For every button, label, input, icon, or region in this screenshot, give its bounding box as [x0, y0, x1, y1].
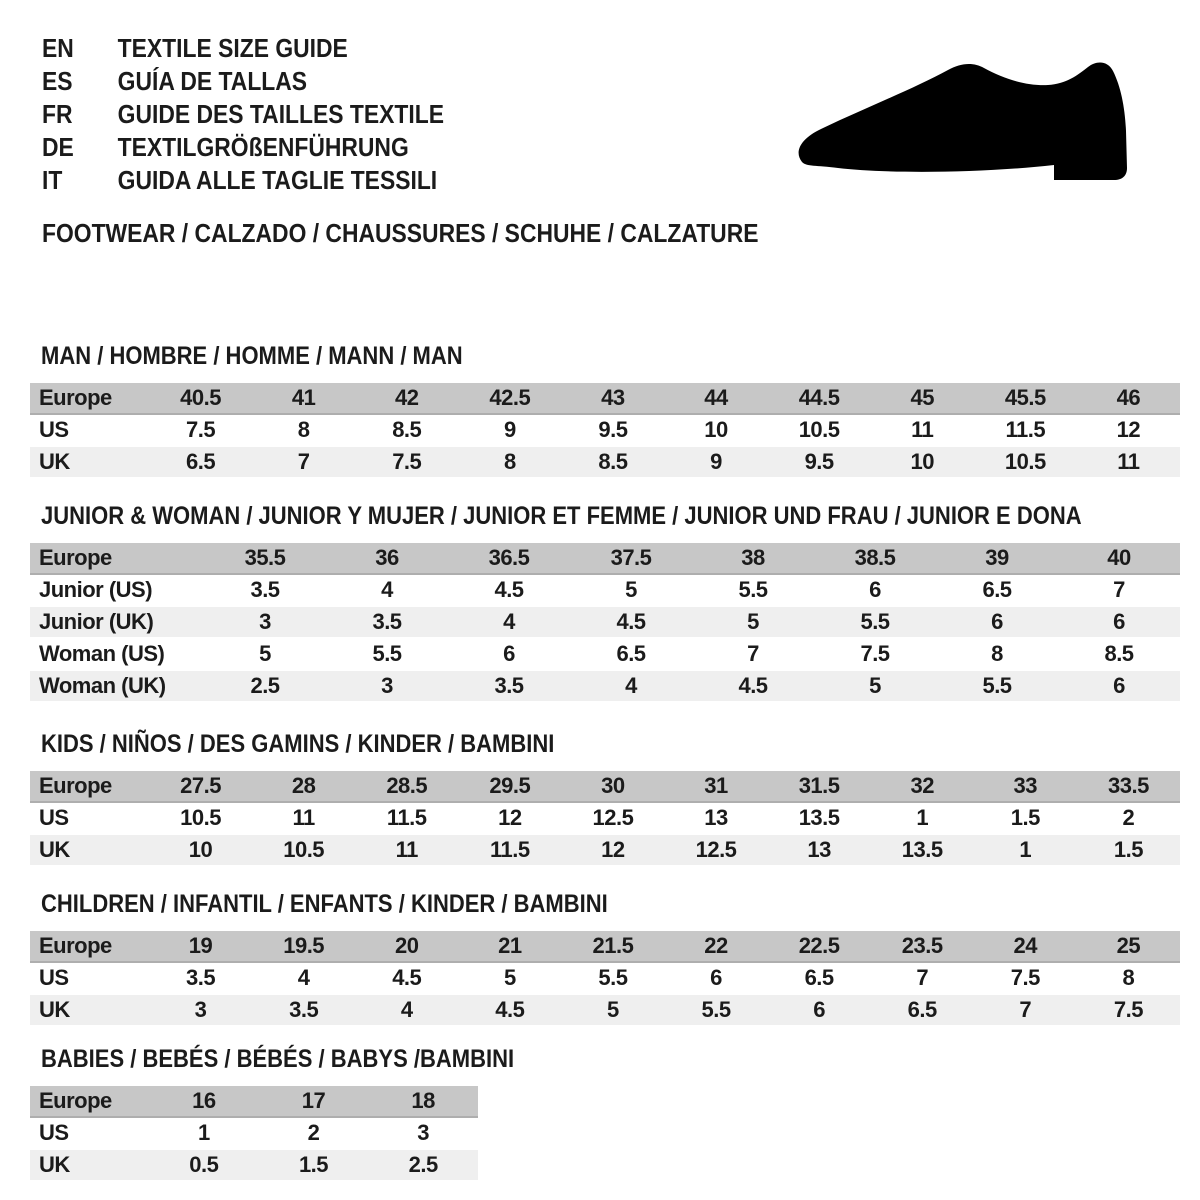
size-value: 18 [368, 1086, 478, 1118]
size-value: 8.5 [355, 415, 458, 447]
size-value: 6 [1058, 607, 1180, 639]
size-value: 21 [458, 931, 561, 963]
size-value: 9 [664, 447, 767, 479]
size-value: 25 [1077, 931, 1180, 963]
size-value: 9 [458, 415, 561, 447]
size-table-body [30, 931, 1180, 1027]
size-value: 12.5 [664, 835, 767, 867]
size-value: 3 [326, 671, 448, 703]
size-value: 7.5 [149, 415, 252, 447]
size-value: 38.5 [814, 543, 936, 575]
size-value: 10.5 [149, 803, 252, 835]
row-label: UK [30, 835, 149, 867]
size-value: 7.5 [355, 447, 458, 479]
row-label: US [30, 803, 149, 835]
size-value: 45.5 [974, 383, 1077, 415]
row-label: Woman (US) [30, 639, 204, 671]
size-value: 5.5 [664, 995, 767, 1027]
size-value: 44.5 [768, 383, 871, 415]
size-value: 1.5 [974, 803, 1077, 835]
size-value: 10 [149, 835, 252, 867]
size-value: 32 [871, 771, 974, 803]
size-value: 6.5 [871, 995, 974, 1027]
size-value: 28 [252, 771, 355, 803]
size-table-row [30, 963, 1180, 995]
size-table-row [30, 1150, 478, 1182]
size-table-row [30, 835, 1180, 867]
size-value: 3.5 [326, 607, 448, 639]
size-value: 13.5 [871, 835, 974, 867]
size-value: 28.5 [355, 771, 458, 803]
size-value: 8 [936, 639, 1058, 671]
size-value: 4.5 [355, 963, 458, 995]
size-table-row [30, 639, 1180, 671]
size-value: 9.5 [561, 415, 664, 447]
language-title: GUIDE DES TAILLES TEXTILE [117, 99, 444, 129]
size-value: 12 [458, 803, 561, 835]
category-line: FOOTWEAR / CALZADO / CHAUSSURES / SCHUHE / CALZATURE [42, 218, 759, 248]
size-value: 36.5 [448, 543, 570, 575]
size-value: 41 [252, 383, 355, 415]
size-value: 5 [692, 607, 814, 639]
size-value: 6.5 [570, 639, 692, 671]
size-table-section [30, 342, 1180, 479]
size-value: 39 [936, 543, 1058, 575]
size-value: 11 [871, 415, 974, 447]
size-table-row [30, 447, 1180, 479]
size-table [30, 931, 1180, 1027]
size-table-section [30, 1045, 1180, 1182]
size-value: 5.5 [692, 575, 814, 607]
size-value: 45 [871, 383, 974, 415]
size-value: 19.5 [252, 931, 355, 963]
size-value: 6.5 [768, 963, 871, 995]
size-value: 3.5 [149, 963, 252, 995]
row-label: Europe [30, 771, 149, 803]
size-value: 5 [570, 575, 692, 607]
row-label: Europe [30, 543, 204, 575]
size-value: 46 [1077, 383, 1180, 415]
size-value: 4.5 [458, 995, 561, 1027]
size-table-row [30, 771, 1180, 803]
language-title: TEXTILGRÖßENFÜHRUNG [117, 132, 409, 162]
size-value: 6.5 [149, 447, 252, 479]
size-value: 4.5 [448, 575, 570, 607]
size-value: 7 [1058, 575, 1180, 607]
size-value: 10.5 [768, 415, 871, 447]
size-value: 30 [561, 771, 664, 803]
size-value: 22 [664, 931, 767, 963]
size-value: 4.5 [692, 671, 814, 703]
size-table-body [30, 383, 1180, 479]
size-value: 5 [204, 639, 326, 671]
size-value: 12 [561, 835, 664, 867]
size-value: 8.5 [561, 447, 664, 479]
size-value: 7.5 [1077, 995, 1180, 1027]
size-value: 8 [458, 447, 561, 479]
size-value: 38 [692, 543, 814, 575]
size-value: 44 [664, 383, 767, 415]
size-value: 22.5 [768, 931, 871, 963]
size-value: 10 [664, 415, 767, 447]
size-value: 7.5 [974, 963, 1077, 995]
size-table-title: MAN / HOMBRE / HOMME / MANN / MAN [41, 342, 463, 370]
size-value: 11 [355, 835, 458, 867]
size-table-row [30, 671, 1180, 703]
size-value: 5 [458, 963, 561, 995]
language-title: GUIDA ALLE TAGLIE TESSILI [117, 165, 438, 195]
size-value: 1.5 [259, 1150, 369, 1182]
size-value: 24 [974, 931, 1077, 963]
size-value: 3.5 [252, 995, 355, 1027]
size-value: 40.5 [149, 383, 252, 415]
size-value: 9.5 [768, 447, 871, 479]
size-value: 11 [1077, 447, 1180, 479]
size-value: 8.5 [1058, 639, 1180, 671]
size-value: 27.5 [149, 771, 252, 803]
size-value: 3 [204, 607, 326, 639]
row-label: UK [30, 447, 149, 479]
size-value: 7 [692, 639, 814, 671]
row-label: Europe [30, 931, 149, 963]
size-table [30, 1086, 478, 1182]
size-value: 6 [814, 575, 936, 607]
size-value: 13 [664, 803, 767, 835]
row-label: US [30, 963, 149, 995]
language-title: TEXTILE SIZE GUIDE [117, 33, 348, 63]
language-code: DE [42, 132, 74, 162]
size-value: 1 [974, 835, 1077, 867]
size-value: 12 [1077, 415, 1180, 447]
row-label: US [30, 1118, 149, 1150]
size-value: 10.5 [252, 835, 355, 867]
size-value: 31 [664, 771, 767, 803]
row-label: UK [30, 1150, 149, 1182]
size-value: 4 [252, 963, 355, 995]
size-value: 16 [149, 1086, 259, 1118]
size-value: 13.5 [768, 803, 871, 835]
size-value: 4.5 [570, 607, 692, 639]
size-value: 5.5 [561, 963, 664, 995]
size-value: 1 [149, 1118, 259, 1150]
size-value: 3 [149, 995, 252, 1027]
row-label: US [30, 415, 149, 447]
size-value: 5 [561, 995, 664, 1027]
size-value: 2.5 [368, 1150, 478, 1182]
size-value: 11.5 [355, 803, 458, 835]
size-value: 29.5 [458, 771, 561, 803]
size-value: 2 [259, 1118, 369, 1150]
size-value: 13 [768, 835, 871, 867]
size-value: 42.5 [458, 383, 561, 415]
size-value: 6.5 [936, 575, 1058, 607]
row-label: Junior (US) [30, 575, 204, 607]
language-code: FR [42, 99, 73, 129]
size-value: 5.5 [936, 671, 1058, 703]
size-value: 2.5 [204, 671, 326, 703]
size-table-row [30, 415, 1180, 447]
size-value: 37.5 [570, 543, 692, 575]
size-table-title: KIDS / NIÑOS / DES GAMINS / KINDER / BAMBINI [41, 730, 555, 758]
language-code: ES [42, 66, 73, 96]
size-value: 40 [1058, 543, 1180, 575]
size-value: 42 [355, 383, 458, 415]
size-value: 43 [561, 383, 664, 415]
size-table-row [30, 1118, 478, 1150]
size-value: 7.5 [814, 639, 936, 671]
size-table-title: JUNIOR & WOMAN / JUNIOR Y MUJER / JUNIOR ET FEMME / JUNIOR UND FRAU / JUNIOR E DONA [41, 502, 1082, 530]
size-table-row [30, 803, 1180, 835]
size-value: 0.5 [149, 1150, 259, 1182]
row-label: Europe [30, 1086, 149, 1118]
size-value: 11.5 [974, 415, 1077, 447]
size-value: 17 [259, 1086, 369, 1118]
size-value: 2 [1077, 803, 1180, 835]
size-table-body [30, 543, 1180, 703]
row-label: UK [30, 995, 149, 1027]
size-value: 10 [871, 447, 974, 479]
size-table-row [30, 607, 1180, 639]
size-table [30, 771, 1180, 867]
size-value: 8 [1077, 963, 1180, 995]
size-value: 4 [355, 995, 458, 1027]
size-value: 33.5 [1077, 771, 1180, 803]
row-label: Woman (UK) [30, 671, 204, 703]
size-table-row [30, 543, 1180, 575]
language-code: EN [42, 33, 74, 63]
size-table-row [30, 931, 1180, 963]
language-code: IT [42, 165, 63, 195]
size-value: 31.5 [768, 771, 871, 803]
size-value: 5 [814, 671, 936, 703]
size-value: 5.5 [326, 639, 448, 671]
size-value: 8 [252, 415, 355, 447]
size-value: 6 [768, 995, 871, 1027]
size-value: 6 [448, 639, 570, 671]
size-value: 7 [252, 447, 355, 479]
size-value: 6 [1058, 671, 1180, 703]
size-table-section [30, 502, 1180, 703]
row-label: Junior (UK) [30, 607, 204, 639]
size-table-row [30, 383, 1180, 415]
size-value: 33 [974, 771, 1077, 803]
size-table-section [30, 730, 1180, 867]
size-value: 11 [252, 803, 355, 835]
size-value: 36 [326, 543, 448, 575]
size-table-title: CHILDREN / INFANTIL / ENFANTS / KINDER / BAMBINI [41, 890, 608, 918]
size-table-section [30, 890, 1180, 1027]
size-value: 3.5 [448, 671, 570, 703]
size-value: 23.5 [871, 931, 974, 963]
size-tables [30, 0, 1180, 1200]
size-value: 5.5 [814, 607, 936, 639]
row-label: Europe [30, 383, 149, 415]
size-value: 7 [871, 963, 974, 995]
size-table [30, 383, 1180, 479]
size-value: 19 [149, 931, 252, 963]
language-title: GUÍA DE TALLAS [117, 66, 308, 96]
size-value: 4 [570, 671, 692, 703]
size-value: 20 [355, 931, 458, 963]
size-table-body [30, 771, 1180, 867]
size-table-row [30, 1086, 478, 1118]
size-table-body [30, 1086, 478, 1182]
size-value: 3.5 [204, 575, 326, 607]
size-table-row [30, 995, 1180, 1027]
size-table [30, 543, 1180, 703]
size-value: 4 [326, 575, 448, 607]
size-value: 7 [974, 995, 1077, 1027]
size-table-row [30, 575, 1180, 607]
size-value: 1 [871, 803, 974, 835]
size-value: 6 [936, 607, 1058, 639]
size-value: 11.5 [458, 835, 561, 867]
size-value: 12.5 [561, 803, 664, 835]
size-value: 6 [664, 963, 767, 995]
size-value: 1.5 [1077, 835, 1180, 867]
size-value: 35.5 [204, 543, 326, 575]
size-value: 21.5 [561, 931, 664, 963]
size-value: 10.5 [974, 447, 1077, 479]
size-value: 4 [448, 607, 570, 639]
size-table-title: BABIES / BEBÉS / BÉBÉS / BABYS /BAMBINI [41, 1045, 515, 1073]
size-value: 3 [368, 1118, 478, 1150]
